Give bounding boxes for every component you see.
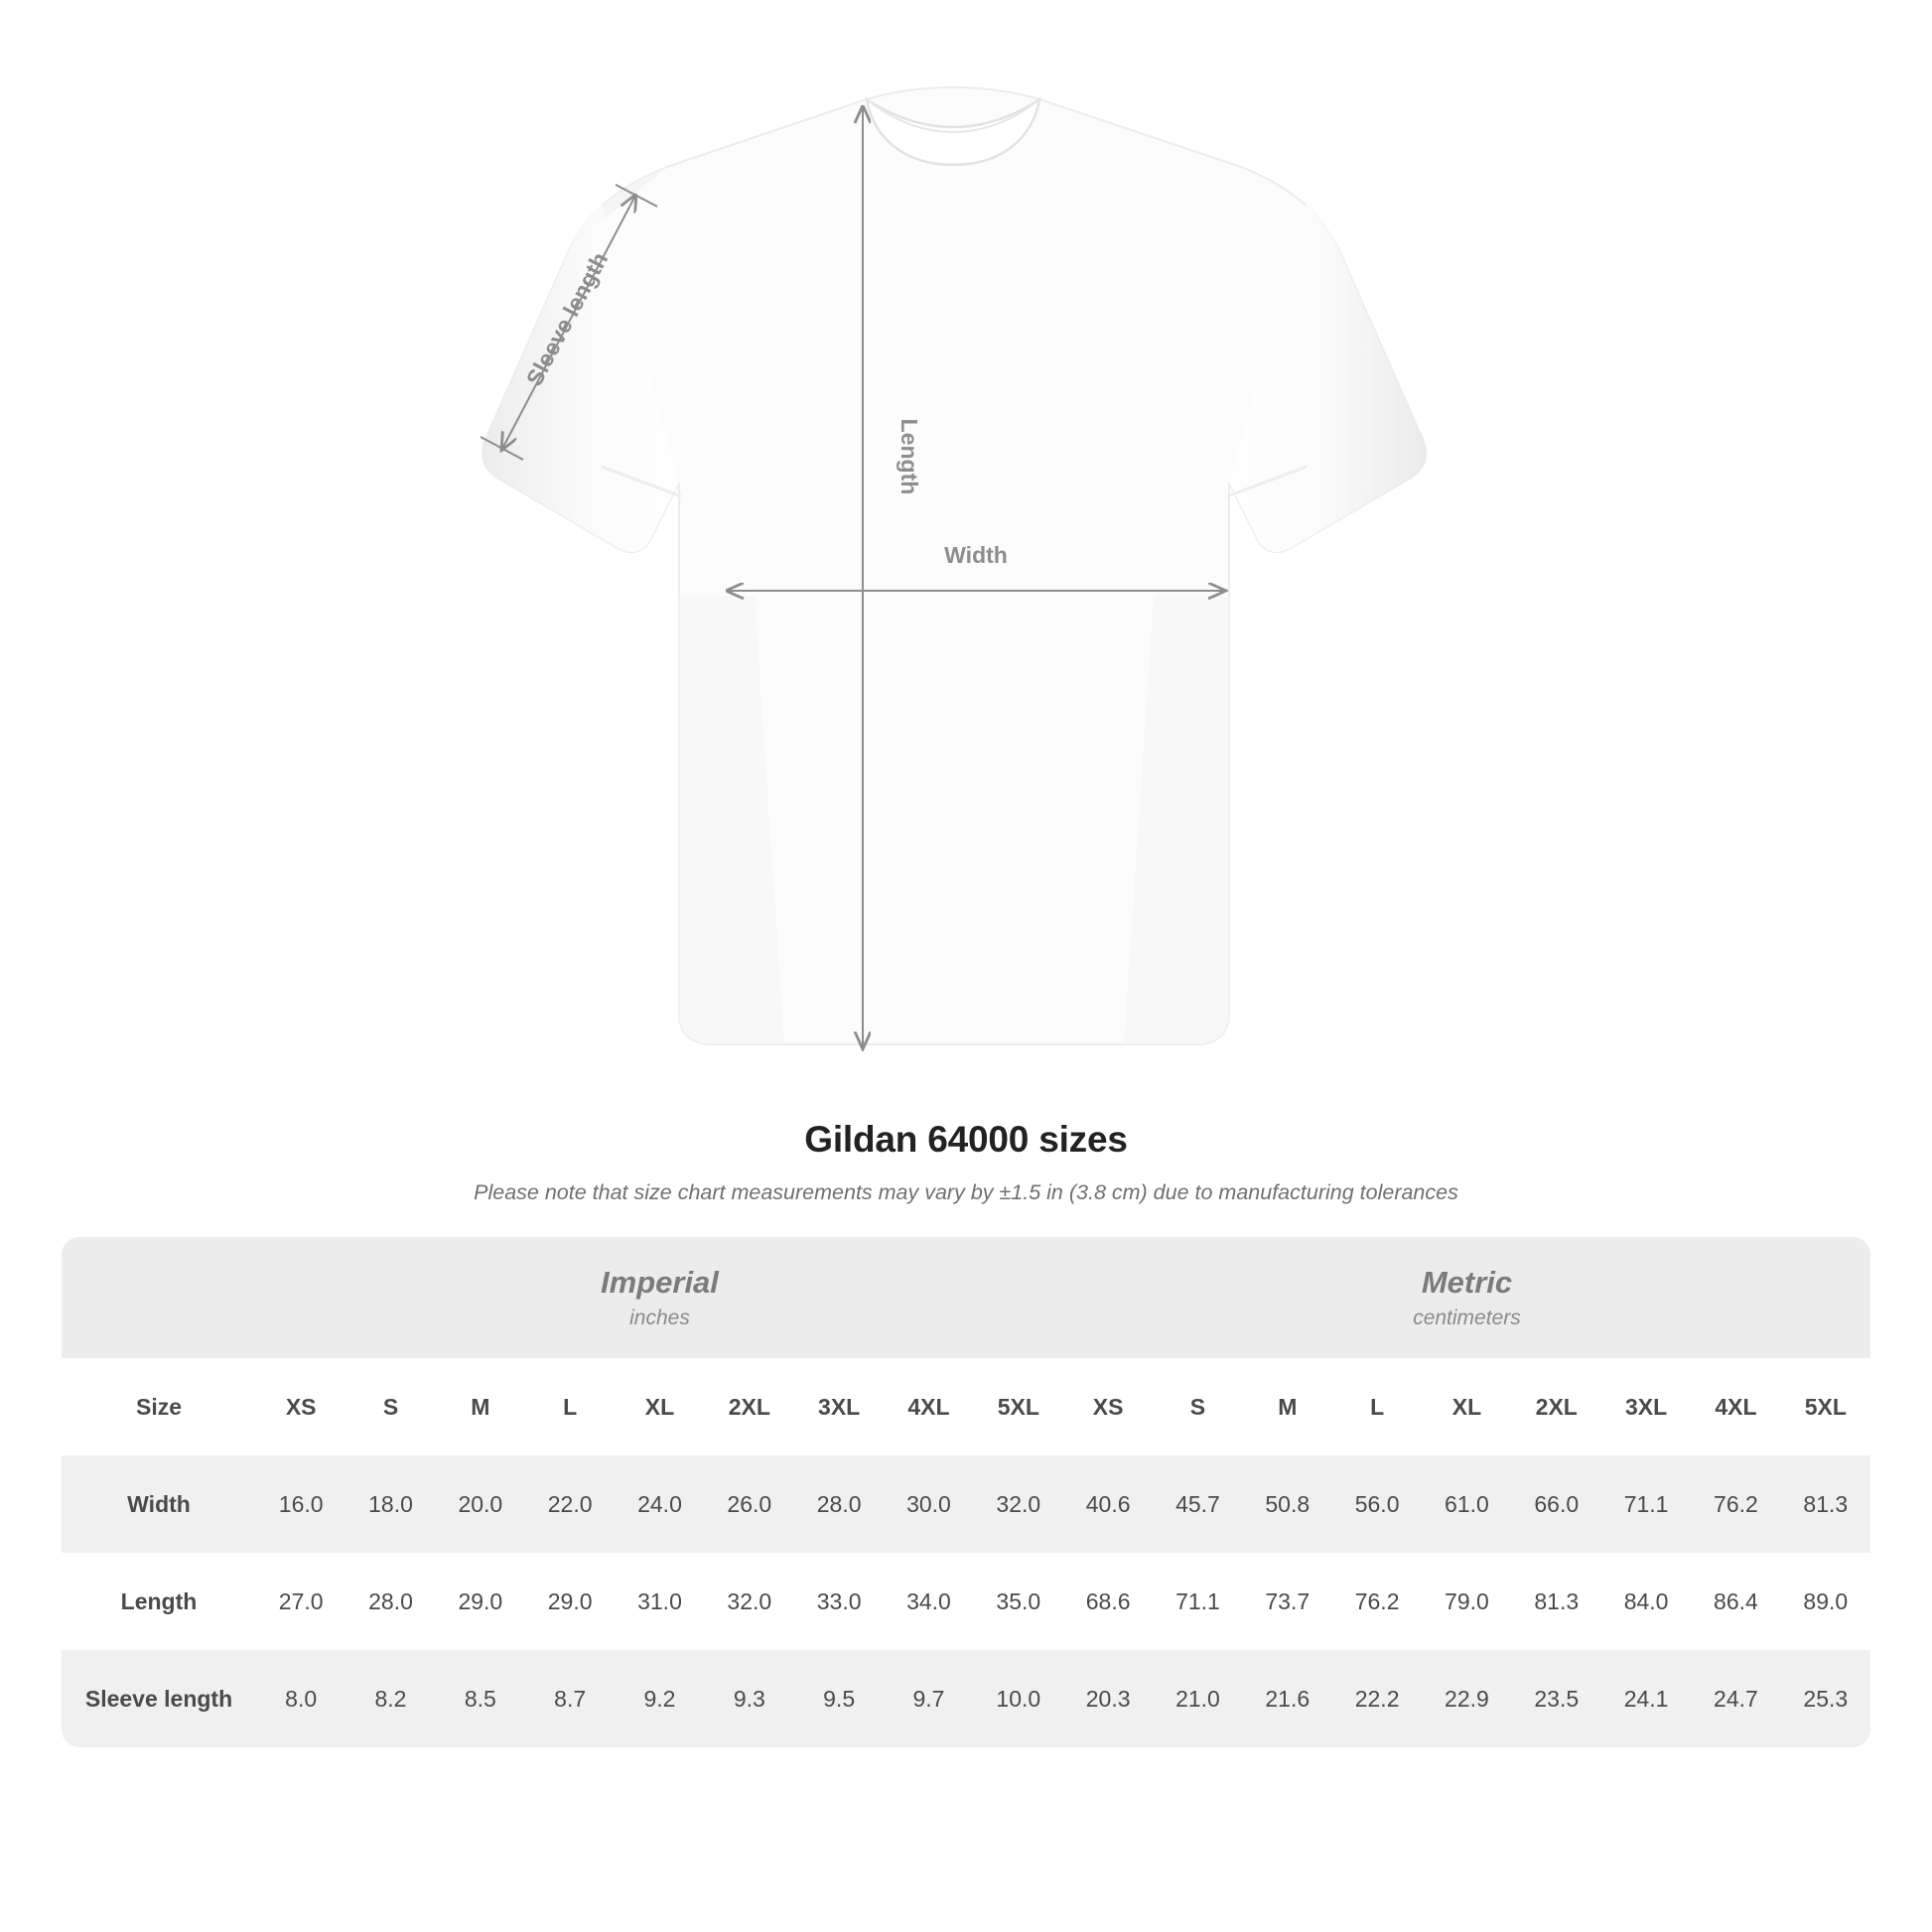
cell-width: 66.0 [1512,1455,1601,1553]
size-header-cell: M [436,1358,525,1455]
table-row [62,1650,1870,1747]
cell-width: 18.0 [345,1455,435,1553]
size-header-cell: M [1243,1358,1332,1455]
cell-length: 31.0 [615,1553,704,1650]
size-header-cell: 5XL [974,1358,1063,1455]
cell-sleeve: 22.2 [1332,1650,1422,1747]
cell-sleeve: 8.0 [256,1650,345,1747]
cell-width: 26.0 [705,1455,794,1553]
unit-imperial-name: Imperial [601,1265,719,1301]
cell-width: 24.0 [615,1455,704,1553]
cell-sleeve: 9.2 [615,1650,704,1747]
size-table [62,1237,1870,1747]
table-row [62,1553,1870,1650]
tolerance-note: Please note that size chart measurements may vary by ±1.5 in (3.8 cm) due to manufacturing tolerances [474,1180,1458,1204]
cell-sleeve: 9.3 [705,1650,794,1747]
cell-length: 29.0 [436,1553,525,1650]
cell-sleeve: 8.5 [436,1650,525,1747]
unit-imperial-sub: inches [629,1306,690,1329]
cell-width: 45.7 [1153,1455,1242,1553]
cell-length: 35.0 [974,1553,1063,1650]
cell-width: 71.1 [1601,1455,1691,1553]
row-label-width: Width [62,1455,256,1553]
cell-length: 29.0 [525,1553,615,1650]
size-header-cell: L [1332,1358,1422,1455]
cell-sleeve: 9.5 [794,1650,884,1747]
cell-width: 30.0 [884,1455,973,1553]
cell-length: 89.0 [1781,1553,1870,1650]
size-header-cell: 2XL [1512,1358,1601,1455]
size-header-cell: 2XL [705,1358,794,1455]
cell-width: 32.0 [974,1455,1063,1553]
cell-length: 34.0 [884,1553,973,1650]
size-header-cell: S [345,1358,435,1455]
unit-metric-name: Metric [1421,1265,1513,1301]
cell-width: 56.0 [1332,1455,1422,1553]
cell-length: 71.1 [1153,1553,1242,1650]
size-header-cell: 4XL [1691,1358,1780,1455]
cell-sleeve: 25.3 [1781,1650,1870,1747]
cell-sleeve: 24.1 [1601,1650,1691,1747]
size-header-cell: S [1153,1358,1242,1455]
cell-length: 32.0 [705,1553,794,1650]
cell-length: 81.3 [1512,1553,1601,1650]
size-header-cell: L [525,1358,615,1455]
cell-width: 50.8 [1243,1455,1332,1553]
size-header-cell: XL [615,1358,704,1455]
size-table-wrap [62,1237,1870,1747]
cell-width: 22.0 [525,1455,615,1553]
size-header-cell: 4XL [884,1358,973,1455]
unit-header-row [62,1237,1870,1358]
table-row [62,1455,1870,1553]
cell-length: 86.4 [1691,1553,1780,1650]
cell-length: 33.0 [794,1553,884,1650]
unit-metric-sub: centimeters [1413,1306,1521,1329]
cell-sleeve: 22.9 [1422,1650,1511,1747]
size-header-row [62,1358,1870,1455]
cell-sleeve: 20.3 [1063,1650,1153,1747]
page-title: Gildan 64000 sizes [804,1119,1128,1160]
label-length: Length [897,418,922,495]
size-header-cell: XL [1422,1358,1511,1455]
cell-sleeve: 9.7 [884,1650,973,1747]
title-block [0,1119,1932,1205]
cell-sleeve: 8.7 [525,1650,615,1747]
cell-length: 76.2 [1332,1553,1422,1650]
row-label-sleeve-length: Sleeve length [62,1650,256,1747]
unit-blank-cell [62,1237,256,1358]
cell-sleeve: 21.6 [1243,1650,1332,1747]
cell-sleeve: 10.0 [974,1650,1063,1747]
cell-sleeve: 8.2 [345,1650,435,1747]
size-header-cell: 5XL [1781,1358,1870,1455]
cell-sleeve: 23.5 [1512,1650,1601,1747]
cell-sleeve: 24.7 [1691,1650,1780,1747]
cell-width: 76.2 [1691,1455,1780,1553]
cell-width: 16.0 [256,1455,345,1553]
size-header-cell: XS [256,1358,345,1455]
size-header-cell: 3XL [794,1358,884,1455]
cell-sleeve: 21.0 [1153,1650,1242,1747]
cell-length: 73.7 [1243,1553,1332,1650]
cell-width: 40.6 [1063,1455,1153,1553]
cell-width: 20.0 [436,1455,525,1553]
row-label-length: Length [62,1553,256,1650]
cell-length: 28.0 [345,1553,435,1650]
cell-width: 28.0 [794,1455,884,1553]
cell-length: 68.6 [1063,1553,1153,1650]
size-header-cell: XS [1063,1358,1153,1455]
cell-length: 79.0 [1422,1553,1511,1650]
label-sleeve-length: Sleeve length [520,247,614,390]
unit-metric-cell [1063,1237,1870,1358]
cell-length: 27.0 [256,1553,345,1650]
unit-imperial-cell [256,1237,1063,1358]
label-width: Width [944,542,1008,568]
row-label-size: Size [62,1358,256,1455]
cell-length: 84.0 [1601,1553,1691,1650]
cell-width: 61.0 [1422,1455,1511,1553]
size-header-cell: 3XL [1601,1358,1691,1455]
cell-width: 81.3 [1781,1455,1870,1553]
